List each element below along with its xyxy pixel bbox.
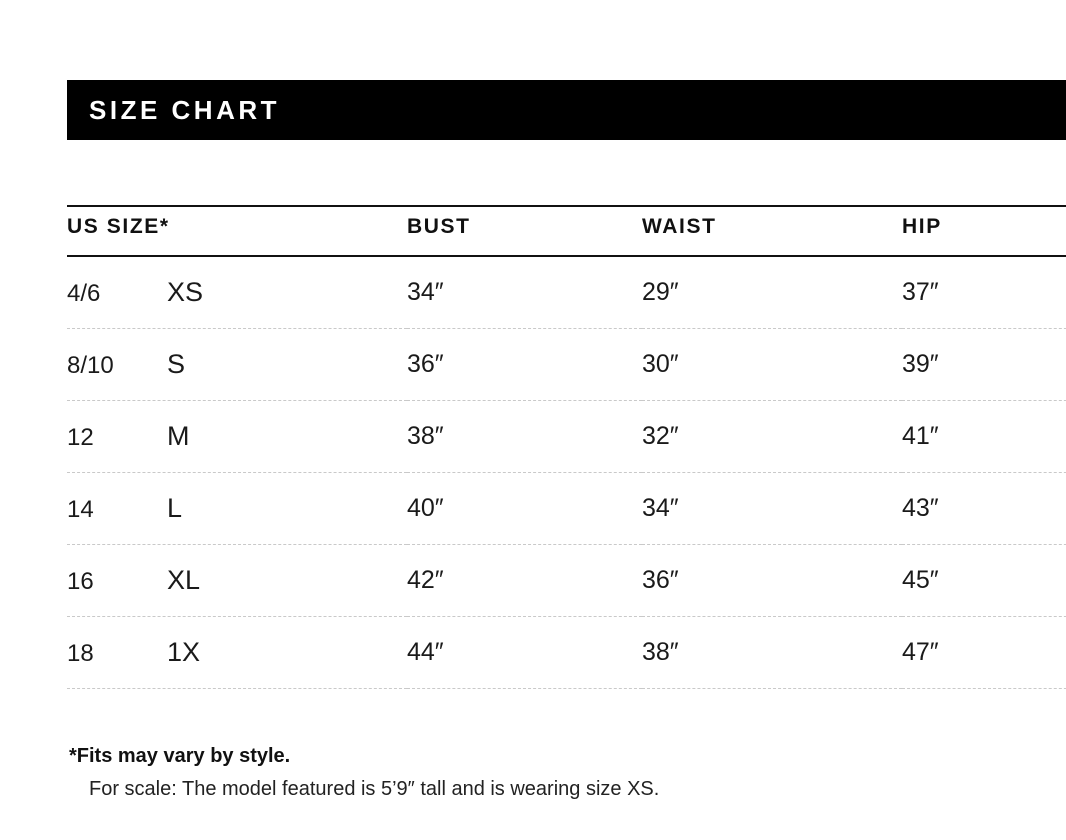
us-size-letter: 1X	[167, 637, 201, 667]
us-size-number: 4/6	[67, 280, 101, 307]
us-size-number: 16	[67, 568, 94, 595]
table-row	[67, 256, 1066, 329]
cell-hip: 41″	[902, 401, 1066, 473]
cell-hip: 39″	[902, 329, 1066, 401]
column-header-hip: HIP	[902, 206, 1066, 256]
us-size-letter: XL	[167, 565, 201, 595]
table-row	[67, 545, 1066, 617]
table-row	[67, 617, 1066, 689]
column-header-waist: WAIST	[642, 206, 902, 256]
cell-bust: 34″	[407, 256, 642, 329]
cell-waist: 38″	[642, 617, 902, 689]
cell-us-size	[67, 401, 407, 473]
page-title: SIZE CHART	[89, 94, 280, 125]
cell-bust: 44″	[407, 617, 642, 689]
cell-bust: 42″	[407, 545, 642, 617]
table-row	[67, 329, 1066, 401]
table-header	[67, 206, 1066, 256]
footnote-model-scale: For scale: The model featured is 5’9″ tall and is wearing size XS.	[89, 778, 660, 800]
cell-bust: 36″	[407, 329, 642, 401]
cell-hip: 37″	[902, 256, 1066, 329]
table-body	[67, 256, 1066, 689]
cell-waist: 30″	[642, 329, 902, 401]
us-size-number: 14	[67, 496, 94, 523]
us-size-letter: M	[167, 421, 190, 451]
cell-waist: 34″	[642, 473, 902, 545]
footnote-fits-vary: *Fits may vary by style.	[69, 745, 291, 767]
cell-waist: 36″	[642, 545, 902, 617]
table-header-row	[67, 206, 1066, 256]
size-chart-table	[67, 205, 1066, 689]
table-row	[67, 401, 1066, 473]
cell-us-size	[67, 256, 407, 329]
cell-bust: 40″	[407, 473, 642, 545]
cell-bust: 38″	[407, 401, 642, 473]
size-chart-table-container	[67, 205, 1066, 689]
table-row	[67, 473, 1066, 545]
cell-us-size	[67, 545, 407, 617]
column-header-us-size: US SIZE*	[67, 206, 407, 256]
cell-hip: 43″	[902, 473, 1066, 545]
us-size-number: 18	[67, 640, 94, 667]
us-size-number: 8/10	[67, 352, 114, 379]
footnotes	[67, 745, 1066, 801]
cell-us-size	[67, 473, 407, 545]
cell-hip: 45″	[902, 545, 1066, 617]
us-size-letter: S	[167, 349, 186, 379]
cell-us-size	[67, 617, 407, 689]
cell-waist: 32″	[642, 401, 902, 473]
us-size-letter: L	[167, 493, 183, 523]
cell-hip: 47″	[902, 617, 1066, 689]
us-size-letter: XS	[167, 277, 204, 307]
us-size-number: 12	[67, 424, 94, 451]
column-header-bust: BUST	[407, 206, 642, 256]
cell-us-size	[67, 329, 407, 401]
cell-waist: 29″	[642, 256, 902, 329]
size-chart-title-bar	[67, 80, 1066, 140]
